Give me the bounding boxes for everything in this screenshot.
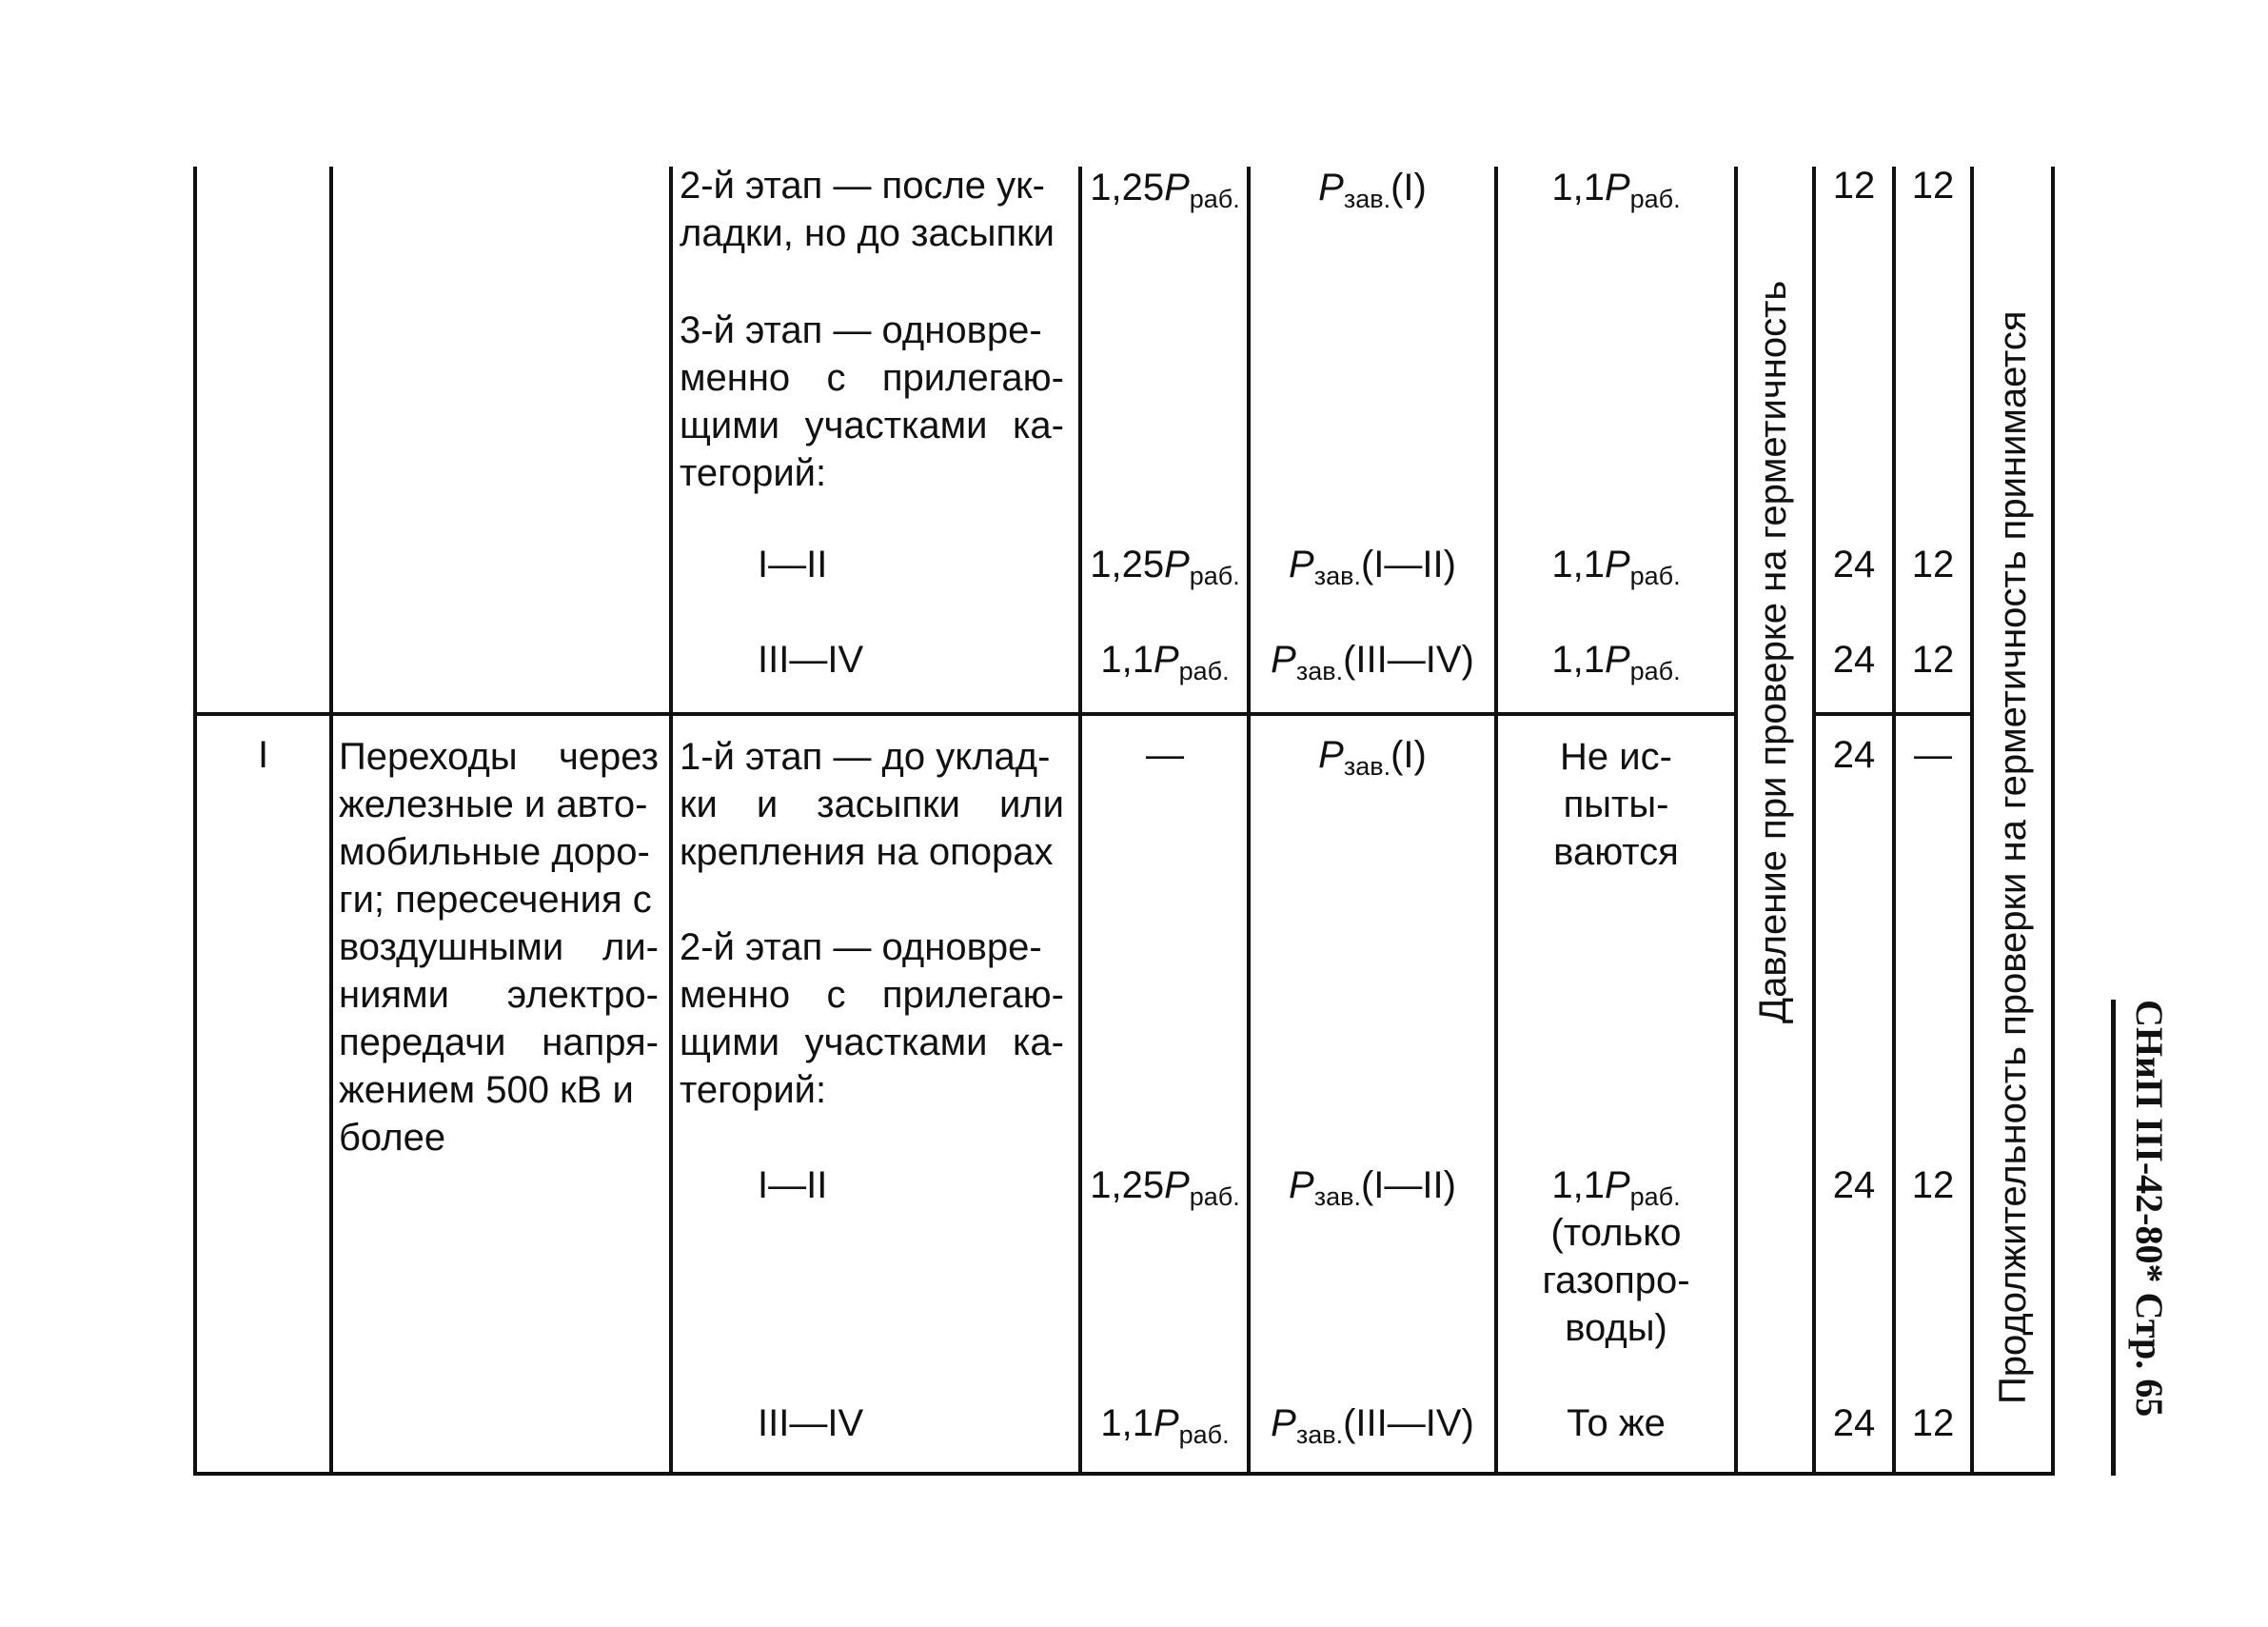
block2-stage2-line2: менно с прилегаю- — [680, 974, 1064, 1016]
block2-description-line6: ниями электро- — [339, 974, 659, 1016]
col-line-5 — [1247, 167, 1251, 1476]
block2-stage1-line2: ки и засыпки или — [680, 784, 1064, 825]
block1-row3-p2: $P_{зав.}(III—IV)$ — [1271, 639, 1474, 685]
block2-row1-d1: 24 — [1832, 734, 1876, 776]
block2-row1-p3-line3: ваются — [1553, 831, 1679, 873]
row-separator — [193, 712, 1734, 716]
block1-stage3-line1: 3-й этап — одновре- — [680, 309, 1042, 351]
block1-row1-d1: 12 — [1832, 165, 1876, 207]
table-bottom-line — [193, 1472, 2054, 1476]
block1-row2-d2: 12 — [1911, 544, 1955, 585]
block1-row2-p3: $1,1P_{раб.}$ — [1551, 544, 1681, 590]
col-line-1 — [193, 167, 197, 1476]
block2-row3-category: III—IV — [758, 1402, 864, 1444]
block2-stage1-line3: крепления на опорах — [680, 831, 1054, 873]
col-line-10 — [1970, 167, 1974, 1476]
block2-stage1-line1: 1-й этап — до уклад- — [680, 736, 1051, 778]
col-line-8 — [1812, 167, 1816, 1476]
running-header: СНиП III-42-80* Стр. 65 — [2128, 1000, 2171, 1418]
block2-category: I — [257, 734, 269, 776]
col-line-11 — [2051, 167, 2055, 1476]
block2-row1-p2: $P_{зав.}(I)$ — [1318, 734, 1427, 781]
block2-row1-p3-line1: Не ис- — [1560, 736, 1672, 778]
block2-row2-p3-note-line1: (только — [1550, 1212, 1682, 1254]
block2-description-line7: передачи напря- — [339, 1022, 659, 1063]
block2-description-line5: воздушными ли- — [339, 926, 659, 968]
block1-row2-d1: 24 — [1832, 544, 1876, 585]
block1-row2-p1: $1,25P_{раб.}$ — [1090, 544, 1240, 590]
block1-stage3-line4: тегорий: — [680, 452, 827, 494]
block2-row3-p3: То же — [1567, 1402, 1666, 1444]
block2-row2-d2: 12 — [1911, 1164, 1955, 1206]
pressure-header-rotated: Давление при проверке на герметичность — [1752, 280, 1794, 1023]
block2-row3-p1: $1,1P_{раб.}$ — [1100, 1402, 1230, 1449]
block1-row2-category: I—II — [758, 544, 828, 585]
block2-description-line4: ги; пересечения с — [339, 879, 652, 921]
block2-row1-p3-line2: пыты- — [1563, 784, 1669, 825]
col-line-3 — [669, 167, 673, 1476]
col-line-7 — [1734, 167, 1738, 1476]
block2-row2-p1: $1,25P_{раб.}$ — [1090, 1164, 1240, 1211]
block1-row1-p1: $1,25P_{раб.}$ — [1090, 167, 1240, 213]
block1-row3-d2: 12 — [1911, 639, 1955, 681]
block1-stage3-line2: менно с прилегаю- — [680, 357, 1064, 399]
block1-stage2-line1: 2-й этап — после ук- — [680, 165, 1045, 207]
block2-stage2-line4: тегорий: — [680, 1069, 827, 1111]
block2-row2-p3: $1,1P_{раб.}$ — [1551, 1164, 1681, 1211]
block1-row1-d2: 12 — [1911, 165, 1955, 207]
running-header-rule — [2111, 1000, 2116, 1476]
block2-row2-p3-note-line3: воды) — [1565, 1307, 1667, 1349]
block1-stage2-line2: ладки, но до засыпки — [680, 212, 1055, 254]
block2-row2-category: I—II — [758, 1164, 828, 1206]
block2-row2-d1: 24 — [1832, 1164, 1876, 1206]
block1-row1-p2: $P_{зав.}(I)$ — [1318, 167, 1427, 213]
block1-stage3-line3: щими участками ка- — [680, 405, 1064, 446]
row-separator-right — [1812, 712, 1970, 716]
block1-row1-p3: $1,1P_{раб.}$ — [1551, 167, 1681, 213]
block2-row1-p1: — — [1146, 734, 1184, 776]
block2-row2-p3-note-line2: газопро- — [1542, 1260, 1690, 1301]
block2-description-line3: мобильные доро- — [339, 831, 650, 873]
col-line-2 — [329, 167, 333, 1476]
block2-row3-d2: 12 — [1911, 1402, 1955, 1444]
block2-description-line9: более — [339, 1117, 446, 1159]
duration-header-rotated: Продолжительность проверки на герметичность принимается — [1992, 310, 2034, 1404]
block1-row3-p1: $1,1P_{раб.}$ — [1100, 639, 1230, 685]
block2-stage2-line1: 2-й этап — одновре- — [680, 926, 1042, 968]
block1-row3-category: III—IV — [758, 639, 864, 681]
col-line-9 — [1892, 167, 1896, 1476]
block2-row1-d2: — — [1914, 734, 1952, 776]
block2-row3-p2: $P_{зав.}(III—IV)$ — [1271, 1402, 1474, 1449]
block2-description-line2: железные и авто- — [339, 784, 648, 825]
block2-row2-p2: $P_{зав.}(I—II)$ — [1289, 1164, 1456, 1211]
block2-description-line1: Переходы через — [339, 736, 659, 778]
block1-row3-d1: 24 — [1832, 639, 1876, 681]
block2-description-line8: жением 500 кВ и — [339, 1069, 634, 1111]
col-line-4 — [1078, 167, 1082, 1476]
block2-stage2-line3: щими участками ка- — [680, 1022, 1064, 1063]
block1-row2-p2: $P_{зав.}(I—II)$ — [1289, 544, 1456, 590]
block1-row3-p3: $1,1P_{раб.}$ — [1551, 639, 1681, 685]
block2-row3-d1: 24 — [1832, 1402, 1876, 1444]
